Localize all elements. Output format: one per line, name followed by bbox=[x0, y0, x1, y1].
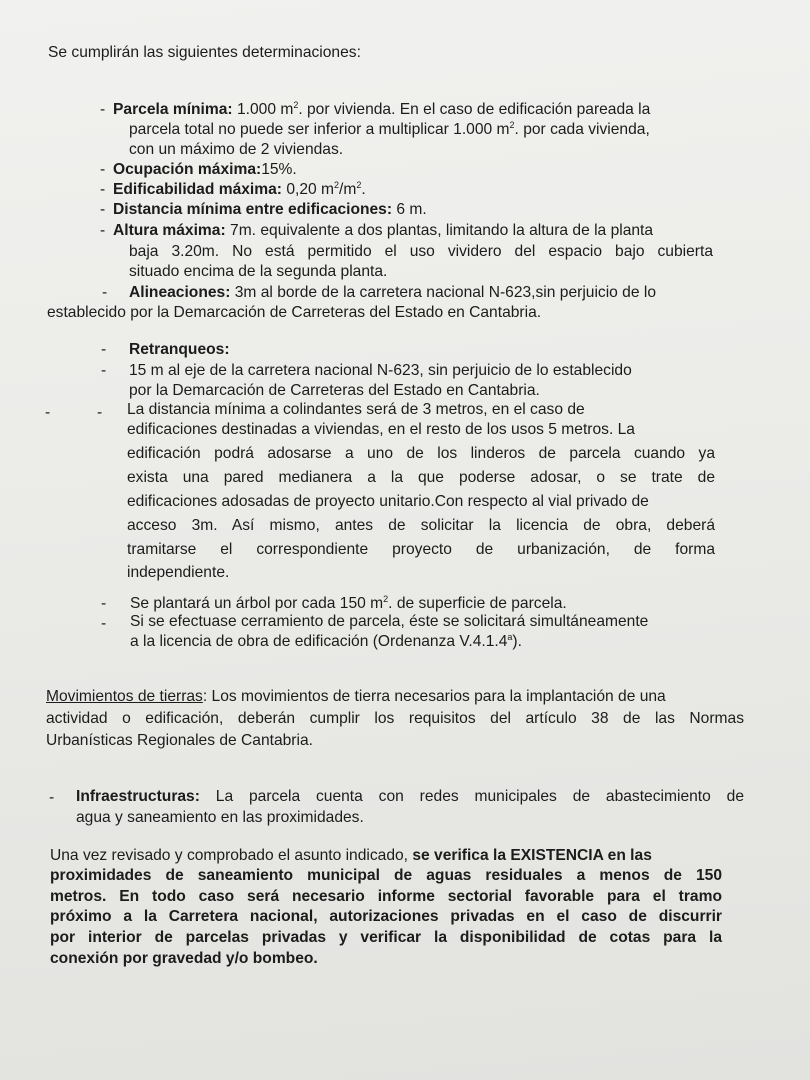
retranqueos-item2-line6: acceso 3m. Así mismo, antes de solicitar la licencia de obra, deberá bbox=[127, 517, 715, 534]
retranqueos-item3a: Se plantará un árbol por cada 150 m bbox=[130, 595, 384, 612]
bullet-dash: - bbox=[100, 101, 106, 118]
parcela-l2b: . por cada vivienda, bbox=[514, 121, 650, 138]
retranqueos-item1-line1: 15 m al eje de la carretera nacional N-623, sin perjuicio de lo establecido bbox=[129, 362, 632, 379]
parcela-rest: . por vivienda. En el caso de edificación pareada la bbox=[298, 101, 651, 118]
retranqueos-item4-end: ). bbox=[512, 633, 522, 650]
altura-label: Altura máxima: bbox=[113, 222, 226, 239]
altura-line-1 bbox=[113, 221, 653, 241]
retranqueos-item3 bbox=[130, 594, 567, 614]
conclusion-line-6: conexión por gravedad y/o bombeo. bbox=[50, 950, 318, 967]
infraestructuras-line-2: agua y saneamiento en las proximidades. bbox=[76, 809, 364, 826]
conclusion-line-3: metros. En todo caso será necesario informe sectorial favorable para el tramo bbox=[50, 888, 722, 905]
altura-line-2: baja 3.20m. No está permitido el uso vividero del espacio bajo cubierta bbox=[129, 243, 713, 260]
parcela-line-2 bbox=[129, 120, 650, 140]
bullet-dash: - bbox=[100, 161, 106, 178]
retranqueos-item3b: . de superficie de parcela. bbox=[388, 595, 567, 612]
retranqueos-item2-line5: edificaciones adosadas de proyecto unitario.Con respecto al vial privado de bbox=[127, 493, 649, 510]
parcela-l2a: parcela total no puede ser inferior a multiplicar 1.000 m bbox=[129, 121, 510, 138]
bullet-dash: - bbox=[101, 362, 107, 379]
movimientos-l1: : Los movimientos de tierra necesarios para la implantación de una bbox=[202, 688, 666, 705]
infraestructuras-l1: La parcela cuenta con redes municipales de abastecimiento de bbox=[215, 788, 744, 805]
bullet-dash: - bbox=[101, 595, 107, 612]
movimientos-line-3: Urbanísticas Regionales de Cantabria. bbox=[46, 732, 313, 749]
retranqueos-item4-line1: Si se efectuase cerramiento de parcela, éste se solicitará simultáneamente bbox=[130, 613, 649, 630]
retranqueos-item1-line2: por la Demarcación de Carreteras del Estado en Cantabria. bbox=[129, 382, 540, 399]
bullet-dash: - bbox=[101, 615, 107, 632]
retranqueos-item2-line4: exista una pared medianera a la que poderse adosar, o se trate de bbox=[127, 469, 715, 486]
edificabilidad-sup1: 2 bbox=[334, 180, 340, 190]
edificabilidad-end: . bbox=[361, 181, 366, 198]
ocupacion-value: 15%. bbox=[261, 161, 297, 178]
retranqueos-item3-sup: 2 bbox=[383, 594, 389, 604]
parcela-line-3: con un máximo de 2 viviendas. bbox=[129, 141, 344, 158]
altura-l1: 7m. equivalente a dos plantas, limitando la altura de la planta bbox=[230, 222, 654, 239]
bullet-dash: - bbox=[100, 181, 106, 198]
retranqueos-item2-line3: edificación podrá adosarse a uno de los linderos de parcela cuando ya bbox=[127, 445, 715, 462]
edificabilidad-line bbox=[113, 180, 366, 200]
bullet-dash: - bbox=[100, 201, 106, 218]
retranqueos-item2-line7: tramitarse el correspondiente proyecto de urbanización, de forma bbox=[127, 541, 715, 558]
movimientos-line-2: actividad o edificación, deberán cumplir los requisitos del artículo 38 de las Normas bbox=[46, 710, 744, 727]
parcela-value: 1.000 m bbox=[236, 101, 294, 118]
distancia-line bbox=[113, 200, 427, 220]
retranqueos-item2-line8: independiente. bbox=[127, 564, 230, 581]
conclusion-line-4: próximo a la Carretera nacional, autorizaciones privadas en el caso de discurrir bbox=[50, 908, 722, 925]
retranqueos-item4-l2: a la licencia de obra de edificación (Ordenanza V.4.1.4 bbox=[130, 633, 508, 650]
conclusion-l1b: se verifica la EXISTENCIA en las bbox=[412, 847, 652, 864]
bullet-dash: - bbox=[102, 284, 108, 301]
distancia-value: 6 m. bbox=[396, 201, 427, 218]
ocupacion-label: Ocupación máxima: bbox=[113, 161, 262, 178]
movimientos-label: Movimientos de tierras bbox=[46, 688, 203, 705]
parcela-label: Parcela mínima: bbox=[113, 101, 233, 118]
alineaciones-l1: 3m al borde de la carretera nacional N-623,sin perjuicio de lo bbox=[234, 284, 657, 301]
bullet-dash: - bbox=[45, 404, 51, 421]
retranqueos-item4-line2 bbox=[130, 632, 522, 652]
edificabilidad-label: Edificabilidad máxima: bbox=[113, 181, 282, 198]
infraestructuras-label: Infraestructuras: bbox=[76, 788, 200, 805]
intro-text: Se cumplirán las siguientes determinaciones: bbox=[48, 44, 361, 61]
conclusion-line-2: proximidades de saneamiento municipal de aguas residuales a menos de 150 bbox=[50, 867, 722, 884]
parcela-sup: 2 bbox=[293, 100, 299, 110]
alineaciones-line-1 bbox=[129, 283, 656, 303]
distancia-label: Distancia mínima entre edificaciones: bbox=[113, 201, 393, 218]
retranqueos-item4-sup: a bbox=[507, 632, 513, 642]
conclusion-line-1 bbox=[50, 846, 652, 866]
retranqueos-item2-line1: La distancia mínima a colindantes será de 3 metros, en el caso de bbox=[127, 401, 585, 418]
conclusion-line-5: por interior de parcelas privadas y verificar la disponibilidad de cotas para la bbox=[50, 929, 722, 946]
parcela-l2-sup: 2 bbox=[509, 120, 515, 130]
altura-line-3: situado encima de la segunda planta. bbox=[129, 263, 388, 280]
infraestructuras-line-1 bbox=[76, 787, 744, 807]
bullet-dash: - bbox=[97, 404, 103, 421]
bullet-dash: - bbox=[49, 789, 55, 806]
bullet-dash: - bbox=[101, 341, 107, 358]
ocupacion-line bbox=[113, 160, 297, 180]
parcela-line-1 bbox=[113, 100, 650, 120]
bullet-dash: - bbox=[100, 222, 106, 239]
edificabilidad-value: 0,20 m bbox=[286, 181, 335, 198]
alineaciones-label: Alineaciones: bbox=[129, 284, 231, 301]
edificabilidad-sup2: 2 bbox=[356, 180, 362, 190]
alineaciones-line-2: establecido por la Demarcación de Carreteras del Estado en Cantabria. bbox=[47, 304, 542, 321]
retranqueos-item2-line2: edificaciones destinadas a viviendas, en el resto de los usos 5 metros. La bbox=[127, 421, 635, 438]
retranqueos-label: Retranqueos: bbox=[129, 341, 230, 358]
edificabilidad-mid: /m bbox=[339, 181, 357, 198]
movimientos-line-1 bbox=[46, 687, 666, 707]
conclusion-l1a: Una vez revisado y comprobado el asunto indicado, bbox=[50, 847, 409, 864]
